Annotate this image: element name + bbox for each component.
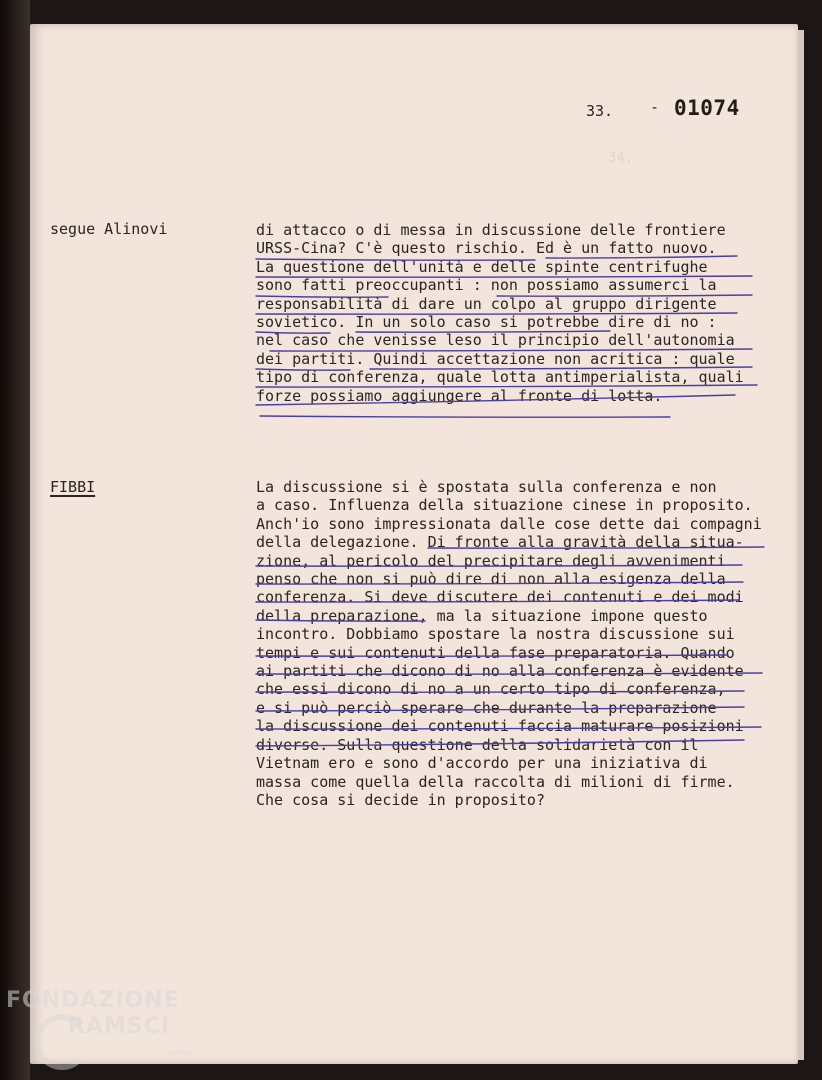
text-line: ai partiti che dicono di no alla conferenza è evidente — [256, 662, 744, 681]
text-line: incontro. Dobbiamo spostare la nostra discussione sui — [256, 625, 735, 644]
text-line: penso che non si può dire di non alla esigenza della — [256, 570, 726, 589]
text-line: massa come quella della raccolta di milioni di firme. — [256, 772, 735, 791]
text-line: tempi e sui contenuti della fase preparatoria. Quando — [256, 643, 735, 662]
text-line: sovietico. In un solo caso si potrebbe dire di no : — [256, 313, 717, 332]
speech-alinovi — [256, 221, 796, 405]
text-line: a caso. Influenza della situazione cinese in proposito. — [256, 496, 753, 515]
text-line: La discussione si è spostata sulla conferenza e non — [256, 478, 717, 496]
text-line: responsabilità di dare un colpo al gruppo dirigente — [256, 294, 717, 313]
number-dash: - — [650, 98, 660, 116]
text-line: Che cosa si decide in proposito? — [256, 790, 545, 809]
text-line: tipo di conferenza, quale lotta antimperialista, quali — [256, 368, 744, 387]
text-line: della preparazione, ma la situazione impone questo — [256, 606, 708, 625]
text-line: Anch'io sono impressionata dalle cose dette dai compagni — [256, 514, 762, 533]
text-line: sono fatti preoccupanti : non possiamo assumerci la — [256, 276, 717, 295]
speaker-name-fibbi: FIBBI — [50, 478, 96, 496]
watermark-line-2: RAMSCI — [68, 1014, 171, 1039]
text-line: forze possiamo aggiungere al fronte di lotta. — [256, 386, 663, 405]
text-line: URSS-Cina? C'è questo rischio. Ed è un fatto nuovo. — [256, 239, 717, 258]
text-line: la discussione dei contenuti faccia maturare posizioni — [256, 717, 744, 736]
page-number: 33. — [586, 102, 614, 120]
show-through-page-number: 34. — [608, 150, 634, 166]
text-line: dei partiti. Quindi accettazione non acritica : quale — [256, 349, 735, 368]
text-line: zione, al pericolo del precipitare degli avvenimenti — [256, 551, 726, 570]
speech-fibbi — [256, 478, 796, 809]
text-line: nel caso che venisse leso il principio dell'autonomia — [256, 331, 735, 350]
text-line: e si può perciò sperare che durante la preparazione — [256, 698, 717, 717]
document-number: 01074 — [674, 96, 740, 120]
binder-spine — [0, 0, 30, 1080]
text-line: diverse. Sulla questione della solidarietà con il — [256, 735, 699, 754]
archive-watermark — [6, 988, 180, 1040]
speaker-name-alinovi: segue Alinovi — [50, 220, 168, 238]
watermark-g-icon — [34, 1014, 90, 1070]
text-line: che essi dicono di no a un certo tipo di conferenza, — [256, 680, 726, 699]
text-line: conferenza. Si deve discutere dei contenuti e dei modi — [256, 588, 744, 607]
watermark-line-1: FONDAZIONE — [6, 988, 180, 1013]
text-line: La questione dell'unità e delle spinte centrifughe — [256, 257, 708, 276]
text-line: della delegazione. Di fronte alla gravità della situa- — [256, 533, 744, 552]
text-line: di attacco o di messa in discussione delle frontiere — [256, 221, 726, 239]
text-line: Vietnam ero e sono d'accordo per una iniziativa di — [256, 754, 708, 773]
watermark-suffix: onlus — [168, 1048, 193, 1058]
page-edge — [798, 30, 804, 1060]
